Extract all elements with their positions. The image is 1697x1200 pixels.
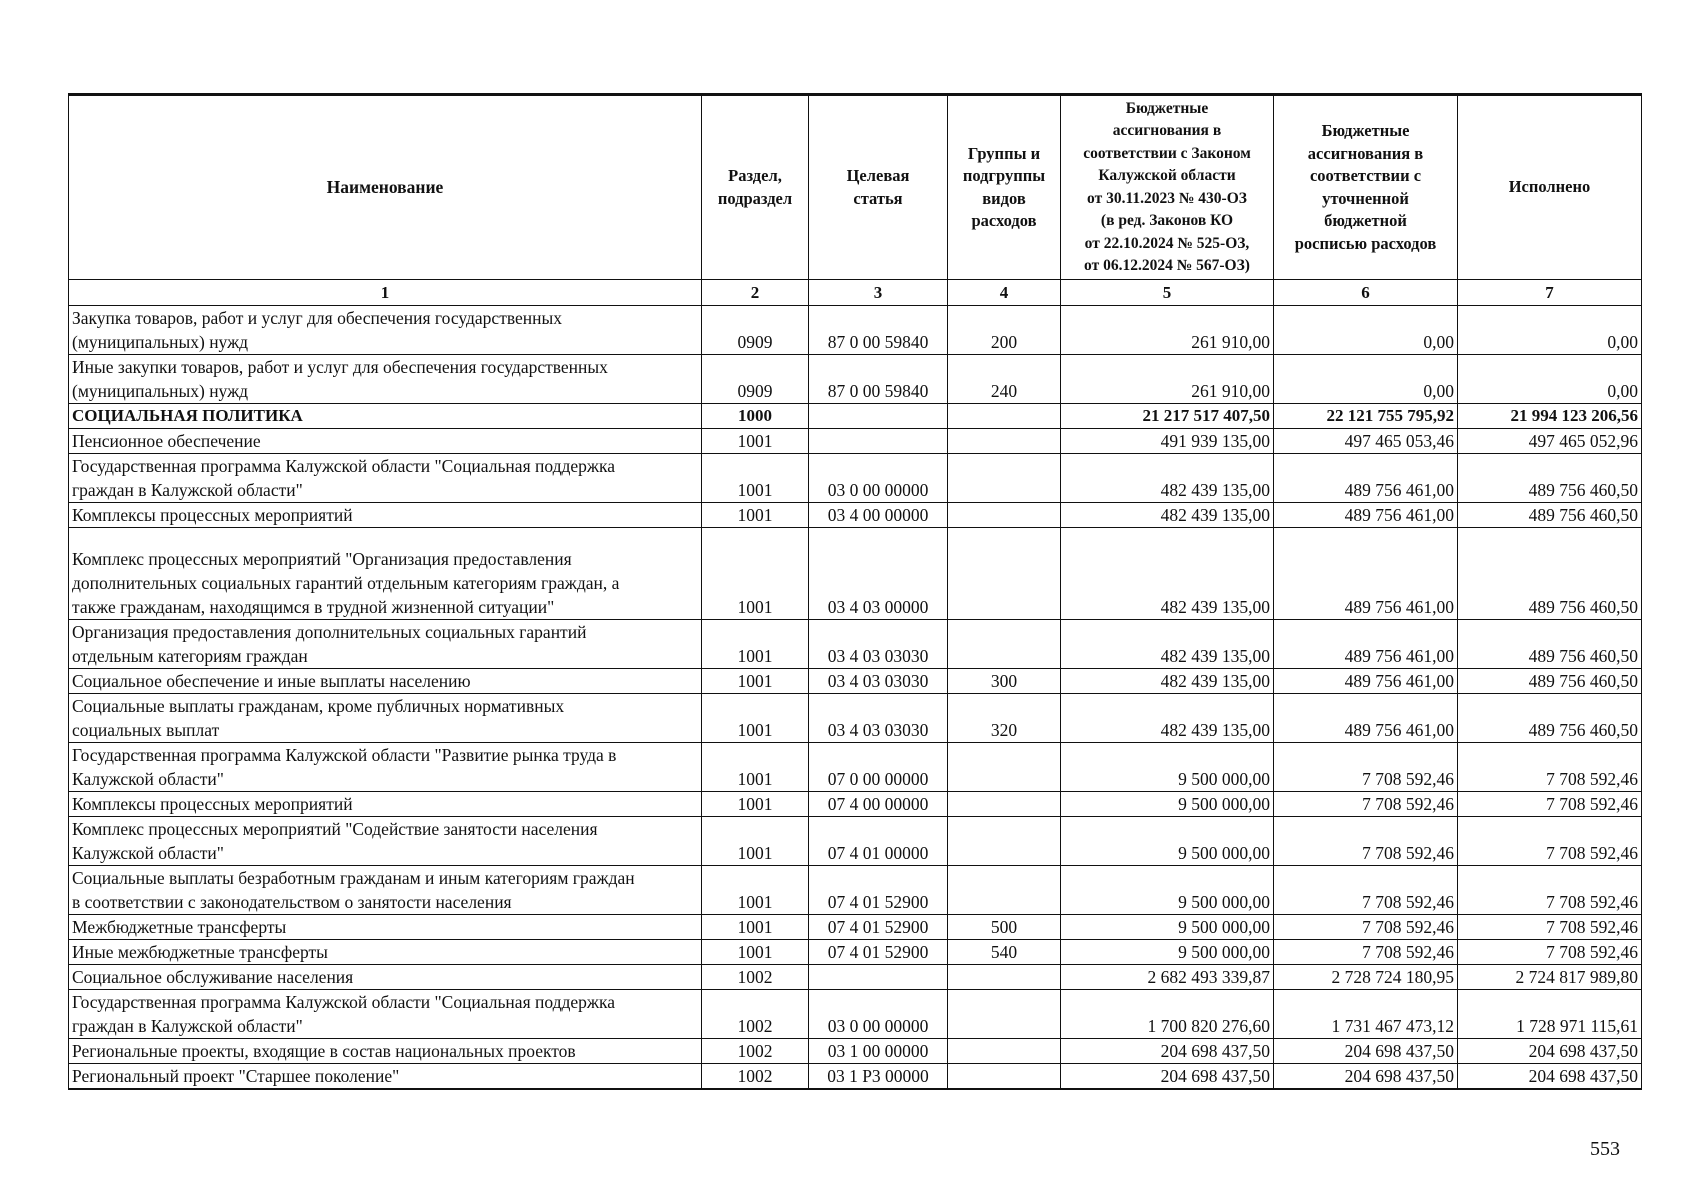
- row-article: 07 4 01 52900: [809, 866, 948, 915]
- row-law-amount: 21 217 517 407,50: [1061, 404, 1274, 429]
- row-updated-amount: 2 728 724 180,95: [1274, 965, 1458, 990]
- row-section: 0909: [702, 306, 809, 355]
- row-group: 500: [948, 915, 1061, 940]
- table-row: [69, 454, 1642, 503]
- row-article: 03 0 00 00000: [809, 990, 948, 1039]
- column-number: 1: [69, 280, 702, 306]
- row-article: 87 0 00 59840: [809, 306, 948, 355]
- row-updated-amount: 7 708 592,46: [1274, 817, 1458, 866]
- row-law-amount: 261 910,00: [1061, 355, 1274, 404]
- table-row: [69, 965, 1642, 990]
- column-number-row: [69, 280, 1642, 306]
- table-row: [69, 355, 1642, 404]
- column-number: 2: [702, 280, 809, 306]
- row-updated-amount: 7 708 592,46: [1274, 792, 1458, 817]
- table-row: [69, 866, 1642, 915]
- row-name: Иные закупки товаров, работ и услуг для обеспечения государственных (муниципальных) нужд: [69, 355, 702, 404]
- row-article: 07 4 01 52900: [809, 915, 948, 940]
- row-section: 1001: [702, 940, 809, 965]
- row-section: 1001: [702, 620, 809, 669]
- row-section: 1002: [702, 1064, 809, 1090]
- row-executed-amount: 2 724 817 989,80: [1458, 965, 1642, 990]
- row-article: 03 4 03 00000: [809, 528, 948, 620]
- row-name: Иные межбюджетные трансферты: [69, 940, 702, 965]
- row-updated-amount: 489 756 461,00: [1274, 669, 1458, 694]
- row-group: [948, 620, 1061, 669]
- row-name: Закупка товаров, работ и услуг для обеспечения государственных (муниципальных) нужд: [69, 306, 702, 355]
- row-group: [948, 528, 1061, 620]
- row-group: [948, 965, 1061, 990]
- page-number: 553: [1590, 1138, 1620, 1160]
- header-groups: Группы и подгруппы видов расходов: [948, 95, 1061, 280]
- row-updated-amount: 489 756 461,00: [1274, 694, 1458, 743]
- budget-table-sheet: [68, 93, 1641, 1090]
- row-group: [948, 429, 1061, 454]
- header-name: Наименование: [69, 95, 702, 280]
- row-section: 1001: [702, 817, 809, 866]
- row-law-amount: 9 500 000,00: [1061, 866, 1274, 915]
- row-section: 1001: [702, 866, 809, 915]
- header-section: Раздел, подраздел: [702, 95, 809, 280]
- row-updated-amount: 22 121 755 795,92: [1274, 404, 1458, 429]
- row-group: 320: [948, 694, 1061, 743]
- row-executed-amount: 204 698 437,50: [1458, 1039, 1642, 1064]
- row-executed-amount: 21 994 123 206,56: [1458, 404, 1642, 429]
- row-executed-amount: 497 465 052,96: [1458, 429, 1642, 454]
- row-section: 1001: [702, 454, 809, 503]
- row-section: 1001: [702, 528, 809, 620]
- row-updated-amount: 497 465 053,46: [1274, 429, 1458, 454]
- row-section: 1002: [702, 990, 809, 1039]
- table-row: [69, 503, 1642, 528]
- header-row: [69, 95, 1642, 280]
- row-name: Комплексы процессных мероприятий: [69, 792, 702, 817]
- row-group: [948, 817, 1061, 866]
- table-row: [69, 915, 1642, 940]
- row-law-amount: 204 698 437,50: [1061, 1039, 1274, 1064]
- table-row: [69, 940, 1642, 965]
- row-law-amount: 9 500 000,00: [1061, 817, 1274, 866]
- row-executed-amount: 7 708 592,46: [1458, 915, 1642, 940]
- header-executed: Исполнено: [1458, 95, 1642, 280]
- row-section: 1002: [702, 965, 809, 990]
- row-name: Социальное обеспечение и иные выплаты населению: [69, 669, 702, 694]
- column-number: 5: [1061, 280, 1274, 306]
- row-section: 1001: [702, 669, 809, 694]
- row-name: Социальные выплаты гражданам, кроме публичных нормативных социальных выплат: [69, 694, 702, 743]
- row-name: Социальное обслуживание населения: [69, 965, 702, 990]
- row-group: [948, 1064, 1061, 1090]
- row-section: 1000: [702, 404, 809, 429]
- row-name: Пенсионное обеспечение: [69, 429, 702, 454]
- row-updated-amount: 489 756 461,00: [1274, 528, 1458, 620]
- row-updated-amount: 204 698 437,50: [1274, 1039, 1458, 1064]
- column-number: 6: [1274, 280, 1458, 306]
- row-updated-amount: 489 756 461,00: [1274, 503, 1458, 528]
- row-updated-amount: 204 698 437,50: [1274, 1064, 1458, 1090]
- row-name: Государственная программа Калужской области "Социальная поддержка граждан в Калужской области": [69, 454, 702, 503]
- row-executed-amount: 7 708 592,46: [1458, 743, 1642, 792]
- table-row: [69, 817, 1642, 866]
- row-group: [948, 404, 1061, 429]
- row-law-amount: 9 500 000,00: [1061, 792, 1274, 817]
- row-law-amount: 482 439 135,00: [1061, 454, 1274, 503]
- row-group: [948, 866, 1061, 915]
- table-row: [69, 1064, 1642, 1090]
- row-law-amount: 9 500 000,00: [1061, 915, 1274, 940]
- row-article: [809, 965, 948, 990]
- row-executed-amount: 489 756 460,50: [1458, 694, 1642, 743]
- row-name: Организация предоставления дополнительных социальных гарантий отдельным категориям граждан: [69, 620, 702, 669]
- row-updated-amount: 1 731 467 473,12: [1274, 990, 1458, 1039]
- row-executed-amount: 489 756 460,50: [1458, 669, 1642, 694]
- table-row: [69, 990, 1642, 1039]
- row-section: 1001: [702, 915, 809, 940]
- row-group: 540: [948, 940, 1061, 965]
- row-executed-amount: 489 756 460,50: [1458, 454, 1642, 503]
- row-group: 200: [948, 306, 1061, 355]
- row-law-amount: 204 698 437,50: [1061, 1064, 1274, 1090]
- row-name: Социальные выплаты безработным гражданам и иным категориям граждан в соответствии с законодательством о занятости населения: [69, 866, 702, 915]
- row-law-amount: 482 439 135,00: [1061, 620, 1274, 669]
- row-group: [948, 503, 1061, 528]
- row-name: Региональные проекты, входящие в состав национальных проектов: [69, 1039, 702, 1064]
- row-updated-amount: 489 756 461,00: [1274, 620, 1458, 669]
- table-row: [69, 792, 1642, 817]
- row-law-amount: 261 910,00: [1061, 306, 1274, 355]
- table-row: [69, 694, 1642, 743]
- row-law-amount: 9 500 000,00: [1061, 743, 1274, 792]
- row-section: 1001: [702, 429, 809, 454]
- row-executed-amount: 7 708 592,46: [1458, 940, 1642, 965]
- row-updated-amount: 7 708 592,46: [1274, 743, 1458, 792]
- row-article: 03 4 03 03030: [809, 694, 948, 743]
- row-name: Комплекс процессных мероприятий "Содействие занятости населения Калужской области": [69, 817, 702, 866]
- row-article: 07 4 01 52900: [809, 940, 948, 965]
- row-name: Региональный проект "Старшее поколение": [69, 1064, 702, 1090]
- row-section: 1001: [702, 503, 809, 528]
- table-row: [69, 620, 1642, 669]
- row-article: 03 4 03 03030: [809, 669, 948, 694]
- header-article: Целевая статья: [809, 95, 948, 280]
- row-article: 03 0 00 00000: [809, 454, 948, 503]
- table-row: [69, 429, 1642, 454]
- row-updated-amount: 0,00: [1274, 306, 1458, 355]
- row-executed-amount: 489 756 460,50: [1458, 528, 1642, 620]
- row-article: 03 4 03 03030: [809, 620, 948, 669]
- column-number: 4: [948, 280, 1061, 306]
- row-group: 300: [948, 669, 1061, 694]
- row-article: 03 1 00 00000: [809, 1039, 948, 1064]
- row-article: 87 0 00 59840: [809, 355, 948, 404]
- row-name: Государственная программа Калужской области "Социальная поддержка граждан в Калужской области": [69, 990, 702, 1039]
- row-name: Межбюджетные трансферты: [69, 915, 702, 940]
- column-number: 7: [1458, 280, 1642, 306]
- row-section: 1001: [702, 743, 809, 792]
- row-executed-amount: 489 756 460,50: [1458, 503, 1642, 528]
- row-group: [948, 990, 1061, 1039]
- row-executed-amount: 7 708 592,46: [1458, 792, 1642, 817]
- row-executed-amount: 489 756 460,50: [1458, 620, 1642, 669]
- row-group: [948, 743, 1061, 792]
- column-number: 3: [809, 280, 948, 306]
- row-name: СОЦИАЛЬНАЯ ПОЛИТИКА: [69, 404, 702, 429]
- row-law-amount: 482 439 135,00: [1061, 503, 1274, 528]
- row-section: 1002: [702, 1039, 809, 1064]
- row-law-amount: 1 700 820 276,60: [1061, 990, 1274, 1039]
- row-executed-amount: 7 708 592,46: [1458, 866, 1642, 915]
- row-law-amount: 482 439 135,00: [1061, 528, 1274, 620]
- row-updated-amount: 0,00: [1274, 355, 1458, 404]
- row-updated-amount: 7 708 592,46: [1274, 940, 1458, 965]
- table-row: [69, 528, 1642, 620]
- row-article: [809, 404, 948, 429]
- row-law-amount: 2 682 493 339,87: [1061, 965, 1274, 990]
- row-article: 03 1 P3 00000: [809, 1064, 948, 1090]
- row-executed-amount: 0,00: [1458, 306, 1642, 355]
- row-name: Комплекс процессных мероприятий "Организация предоставления дополнительных социальных гарантий отдельным категориям граждан, а также гражданам, находящимся в трудной жизненной ситуации": [69, 528, 702, 620]
- row-article: 07 0 00 00000: [809, 743, 948, 792]
- row-executed-amount: 1 728 971 115,61: [1458, 990, 1642, 1039]
- row-law-amount: 9 500 000,00: [1061, 940, 1274, 965]
- row-updated-amount: 7 708 592,46: [1274, 915, 1458, 940]
- row-updated-amount: 7 708 592,46: [1274, 866, 1458, 915]
- row-article: [809, 429, 948, 454]
- row-section: 1001: [702, 694, 809, 743]
- row-name: Комплексы процессных мероприятий: [69, 503, 702, 528]
- table-row: [69, 404, 1642, 429]
- row-article: 07 4 01 00000: [809, 817, 948, 866]
- row-article: 07 4 00 00000: [809, 792, 948, 817]
- row-law-amount: 482 439 135,00: [1061, 694, 1274, 743]
- row-group: 240: [948, 355, 1061, 404]
- table-row: [69, 306, 1642, 355]
- row-executed-amount: 204 698 437,50: [1458, 1064, 1642, 1090]
- row-law-amount: 491 939 135,00: [1061, 429, 1274, 454]
- row-article: 03 4 00 00000: [809, 503, 948, 528]
- row-section: 0909: [702, 355, 809, 404]
- row-updated-amount: 489 756 461,00: [1274, 454, 1458, 503]
- table-body: [69, 306, 1642, 1090]
- row-group: [948, 792, 1061, 817]
- row-group: [948, 454, 1061, 503]
- row-executed-amount: 0,00: [1458, 355, 1642, 404]
- row-law-amount: 482 439 135,00: [1061, 669, 1274, 694]
- row-name: Государственная программа Калужской области "Развитие рынка труда в Калужской области": [69, 743, 702, 792]
- header-updated-allocations: Бюджетные ассигнования в соответствии с уточненной бюджетной росписью расходов: [1274, 95, 1458, 280]
- row-section: 1001: [702, 792, 809, 817]
- row-group: [948, 1039, 1061, 1064]
- table-row: [69, 743, 1642, 792]
- table-row: [69, 1039, 1642, 1064]
- table-row: [69, 669, 1642, 694]
- row-executed-amount: 7 708 592,46: [1458, 817, 1642, 866]
- header-law-allocations: Бюджетные ассигнования в соответствии с Законом Калужской области от 30.11.2023 № 430-ОЗ (в ред. Законов КО от 22.10.2024 № 525-ОЗ, от 06.12.2024 № 567-ОЗ): [1061, 95, 1274, 280]
- budget-table: [68, 93, 1642, 1090]
